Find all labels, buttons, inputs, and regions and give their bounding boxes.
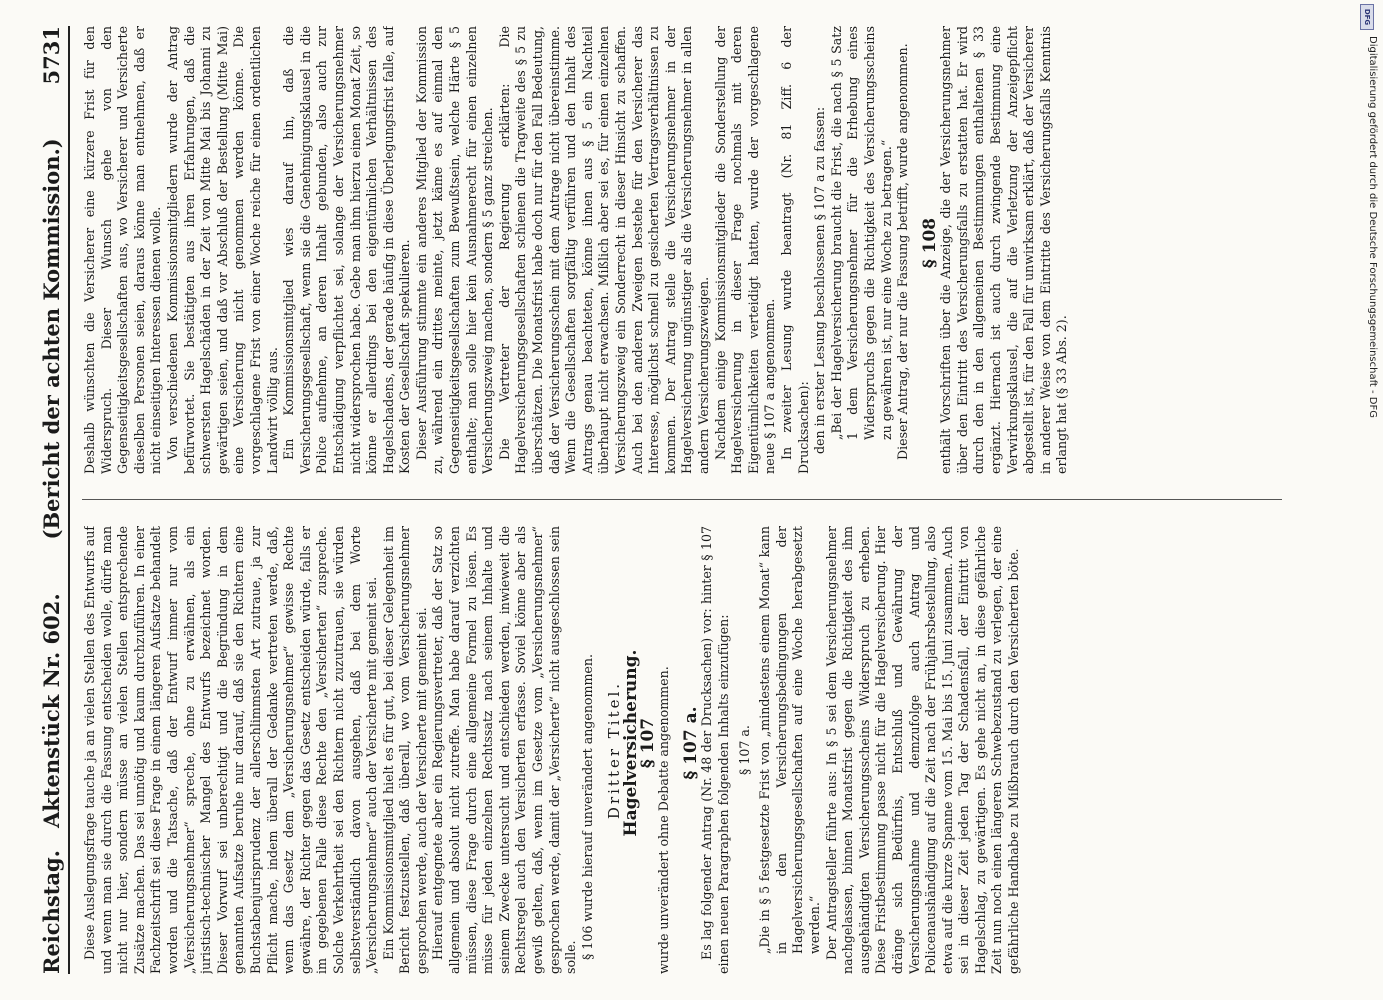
right-column (82, 26, 1282, 474)
header-left-group (39, 593, 64, 974)
header-title: (Bericht der achten Kommission.) (39, 138, 64, 540)
left-paragraph: Es lag folgender Antrag (Nr. 48 der Drucksachen) vor: hinter § 107 einen neuen Paragraphen folgenden Inhalts einzufügen: (699, 526, 731, 974)
header-aktenstueck: Aktenstück Nr. 602. (39, 593, 64, 829)
right-paragraph: den in erster Lesung beschlossenen § 107 a zu fassen: (812, 106, 828, 454)
section-107a-heading: § 107 a. (680, 706, 701, 780)
right-paragraph: In zweiter Lesung wurde beantragt (Nr. 81 Ziff. 6 der Drucksachen): (778, 26, 811, 474)
right-paragraph: enthält Vorschriften über die Anzeige, die der Versicherungsnehmer über den Eintritt des Versicherungsfalls zu erstatten hat. Er wird durch den in den allgemeinen Bestimmungen enthaltenen § 33 ergänzt. Hiernach ist auch durch zwingende Bestimmung eine Verwirkungsklausel, die auf die Verletzung der Anzeigepflicht abgestellt ist, für den Fall für unwirksam erklärt, daß der Versicherer in anderer Weise von dem Eintritte des Versicherungsfalls Kenntnis erlangt hat (§ 33 Abs. 2). (938, 26, 1070, 474)
left-paragraph: § 106 wurde hierauf unverändert angenommen. (579, 654, 595, 960)
section-108-heading: § 108 (919, 217, 940, 269)
left-paragraph: Der Antragsteller führte aus: In § 5 sei dem Versicherungsnehmer nachgelassen, binnen Monatsfrist gegen die Richtigkeit des ihm ausgehändigten Versicherungsscheins Widerspruch zu erheben. Diese Fristbestimmung passe nicht für die Hagelversicherung. Hier dränge sich Bedürfnis, Entschluß und Gewährung der Versicherungsnahme und demzufolge auch Antrag und Policenaushändigung auf die Zeit nach der Frühjahrsbestellung, also etwa auf die kurze Spanne vom 15. Mai bis 15. Juni zusammen. Auch sei in dieser Zeit jeden Tag der Schadensfall, der Eintritt von Hagelschlag, zu gewärtigen. Es gehe nicht an, in diese gefährliche Zeit nun noch einen längeren Schwebezustand zu verlegen, der eine gefährliche Handhabe zu Mißbrauch durch den Versicherten böte. (823, 526, 1022, 974)
page-header (26, 26, 70, 974)
right-paragraph: Nachdem einige Kommissionsmitglieder die Sonderstellung der Hagelversicherung in dieser Frage nochmals mit deren Eigentümlichkeiten verteidigt hatten, wurde der vorgeschlagene neue § 107 a angenommen. (712, 26, 778, 474)
right-paragraph: Die Vertreter der Regierung erklärten: Die Hagelversicherungsgesellschaften schienen die Tragweite des § 5 zu überschätzen. Die Monatsfrist habe doch nur für den Fall Bedeutung, daß der Versicherungsschein mit dem Antrage nicht übereinstimme. Wenn die Gesellschaften sorgfältig verführen und den Inhalt des Antrags genau beachteten, könne ihnen aus § 5 ein Nachteil überhaupt nicht erwachsen. Mißlich aber sei es, für einen einzelnen Versicherungszweig ein Sonderrecht in dieser Hinsicht zu schaffen. Auch bei den anderen Zweigen bestehe für den Versicherer das Interesse, möglichst schnell zu gesicherten Vertragsverhältnissen zu kommen. Der Antrag stelle die Versicherungsnehmer in der Hagelversicherung ungünstiger als die Versicherungsnehmer in allen andern Versicherungszweigen. (496, 26, 711, 474)
right-paragraph: Dieser Ausführung stimmte ein anderes Mitglied der Kommission zu, während ein drittes meinte, jetzt käme es auf einmal den Gegenseitigkeitsgesellschaften zum Bewußtsein, welche Härte § 5 enthalte; man solle hier kein Ausnahmerecht für einen einzelnen Versicherungszweig machen, sondern § 5 ganz streichen. (413, 26, 496, 474)
right-paragraph: Deshalb wünschten die Versicherer eine kürzere Frist für den Widerspruch. Dieser Wunsch gehe von den Gegenseitigkeitsgesellschaften aus, wo Versicherer und Versicherte dieselben Personen seien, daraus könne man entnehmen, daß er nicht einseitigen Interessen dienen wolle. (82, 26, 164, 474)
left-paragraph: Ein Kommissionsmitglied hielt es für gut, bei dieser Gelegenheit im Bericht festzustellen, daß überall, wo vom Versicherungsnehmer gesprochen werde, auch der Versicherte mit gemeint sei. (380, 526, 429, 974)
page-number: 5731 (39, 26, 64, 85)
column-divider (82, 499, 1282, 500)
digitization-credit: Digitalisierung gefördert durch die Deutsche Forschungsgemeinschaft - DFG (1367, 36, 1378, 419)
quote-107a: „Die in § 5 festgesetzte Frist von „mindestens einem Monat“ kann in den Versicherungsbedingungen der Hagelversicherungsgesellschaften auf eine Woche herabgesetzt werden.“ (757, 526, 822, 954)
header-reichstag: Reichstag. (39, 850, 64, 974)
dfg-logo-icon: DFG (1360, 4, 1374, 30)
right-paragraph: Dieser Antrag, der nur die Fassung betrifft, wurde angenommen. (895, 43, 911, 460)
left-column (82, 526, 1282, 974)
title-hagelversicherung: Hagelversicherung. (621, 649, 641, 837)
section-107a-inner-heading: § 107 a. (736, 725, 752, 775)
section-107-text: wurde unverändert ohne Debatte angenommen. (656, 666, 672, 974)
title-dritter-titel: Dritter Titel. (605, 680, 624, 820)
section-107-heading: § 107 (637, 717, 658, 769)
left-paragraph: Hierauf entgegnete aber ein Regierungsvertreter, daß der Satz so allgemein und absolut nicht zutreffe. Man habe darauf verzichten müssen, diese Frage durch eine allgemeine Formel zu lösen. Es müsse für jeden einzelnen Rechtssatz nach seinem Inhalte und seinem Zwecke untersucht und entschieden werden, inwieweit die Rechtsregel auch den Versicherten erfasse. Soviel könne aber als gewiß gelten, daß, wenn im Gesetze vom „Versicherungsnehmer“ gesprochen werde, damit der „Versicherte“ nicht ausgeschlossen sein solle. (430, 526, 579, 974)
right-paragraph: Von verschiedenen Kommissionsmitgliedern wurde der Antrag befürwortet. Sie bestätigten aus ihren Erfahrungen, daß die schwersten Hagelschäden in der Zeit von Mitte Mai bis Johanni zu gewärtigen seien, und daß vor Abschluß der Bestellung (Mitte Mai) eine Versicherung nicht genommen werden könne. Die vorgeschlagene Frist von einer Woche reiche für einen ordentlichen Landwirt völlig aus. (164, 26, 280, 474)
right-paragraph: Ein Kommissionsmitglied wies darauf hin, daß die Versicherungsgesellschaft, wenn sie die Genehmigungsklausel in die Police aufnehme, an deren Inhalt gebunden, also auch zur Entschädigung verpflichtet sei, solange der Versicherungsnehmer nicht widersprochen habe. Gebe man ihm hierzu einen Monat Zeit, so könne er allerdings bei den eigentümlichen Verhältnissen des Hagelschadens, der gerade häufig in diese Überlegungsfrist falle, auf Kosten der Gesellschaft spekulieren. (281, 26, 413, 474)
left-paragraph: Diese Auslegungsfrage tauche ja an vielen Stellen des Entwurfs auf und wenn man sie durch die Fassung entscheiden wolle, dürfe man nicht nur hier, sondern müsse an vielen Stellen entsprechende Zusätze machen. Das sei unnötig und kaum durchzuführen. In einer Fachzeitschrift sei diese Frage in einem längeren Aufsatze behandelt worden und die Tatsache, daß der Entwurf immer nur vom „Versicherungsnehmer“ spreche, ohne zu erwähnen, als ein juristisch-technischer Mangel des Entwurfs bezeichnet worden. Dieser Vorwurf sei unberechtigt und die Begründung in dem genannten Aufsatze beruhe nur darauf, daß sie den Richtern eine Buchstabenjurisprudenz der allerschlimmsten Art zutraue, ja zur Pflicht mache, indem überall der Gedanke vertreten werde, daß, wenn das Gesetz dem „Versicherungsnehmer“ gewisse Rechte gewähre, der Richter gegen das Gesetz entscheiden würde, falls er im gegebenen Falle diese Rechte den „Versicherten“ zuspreche. Solche Verkehrtheit sei den Richtern nicht zuzutrauen, sie würden selbstverständlich davon ausgehen, daß bei dem Worte „Versicherungsnehmer“ auch der Versicherte mit gemeint sei. (82, 526, 380, 974)
quote-107a-revised: „Bei der Hagelversicherung braucht die Frist, die nach § 5 Satz 1 dem Versicherungsnehmer für die Erhebung eines Widerspruchs gegen die Richtigkeit des Versicherungsscheins zu gewähren ist, nur eine Woche zu betragen.“ (828, 26, 894, 440)
document-page (26, 26, 1346, 974)
